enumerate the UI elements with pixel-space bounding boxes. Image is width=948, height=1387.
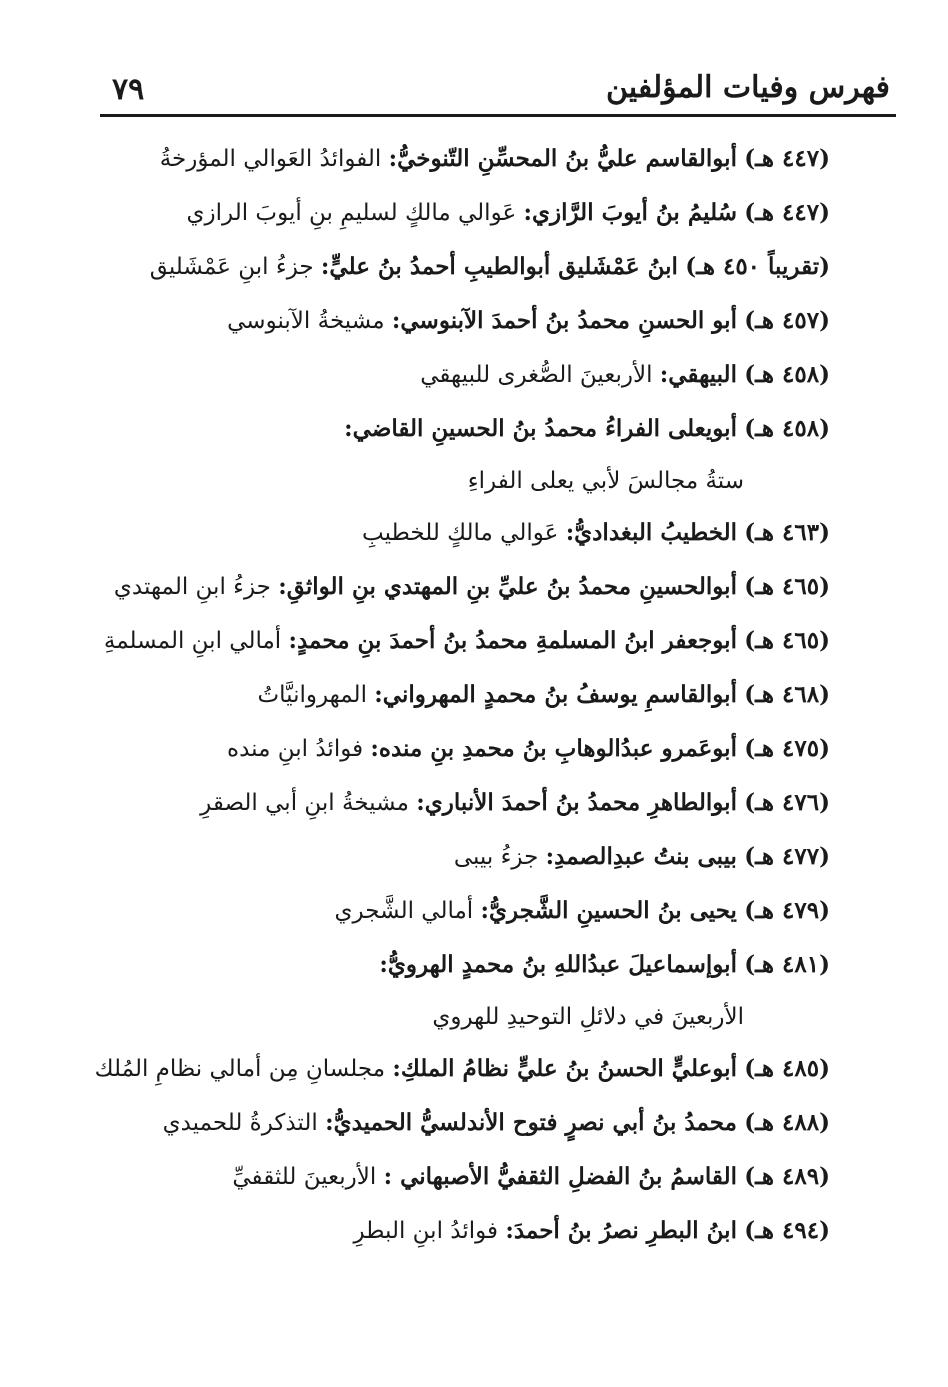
entry-date: (تقريباً ٤٥٠ هـ)	[685, 253, 830, 280]
entry-work: جزءُ ابنِ المهتدي	[113, 574, 271, 600]
list-item	[150, 1096, 830, 1150]
list-item	[150, 294, 830, 348]
list-item	[150, 668, 830, 722]
list-item	[150, 1150, 830, 1204]
entry-date: (٤٥٨ هـ)	[744, 361, 830, 388]
entry-work: الأربعينَ الصُّغرى للبيهقي	[420, 362, 653, 388]
page-title: فهرس وفيات المؤلفين	[605, 70, 890, 105]
entry-author: الخطيبُ البغداديُّ:	[565, 519, 737, 546]
list-item	[150, 830, 830, 884]
entry-work: أمالي الشَّجري	[334, 898, 474, 924]
entry-work: مشيخةُ ابنِ أبي الصقرِ	[200, 790, 409, 816]
entry-date: (٤٨٥ هـ)	[744, 1055, 830, 1082]
entry-work: المهروانيَّاتُ	[257, 682, 367, 708]
entry-date: (٤٦٨ هـ)	[744, 681, 830, 708]
page-header	[100, 64, 896, 114]
entry-work-continuation: الأربعينَ في دلائلِ التوحيدِ للهروي	[432, 1004, 744, 1030]
entry-author: أبوجعفر ابنُ المسلمةِ محمدُ بنُ أحمدَ بنِ محمدٍ:	[288, 627, 737, 654]
entry-work: مجلسانِ مِن أمالي نظامِ المُلك	[94, 1056, 386, 1082]
entry-date: (٤٥٧ هـ)	[744, 307, 830, 334]
header-rule	[100, 114, 896, 117]
entry-date: (٤٨١ هـ)	[744, 951, 830, 978]
entry-date: (٤٧٧ هـ)	[744, 843, 830, 870]
entry-author: أبوالطاهرِ محمدُ بنُ أحمدَ الأنباري:	[416, 789, 737, 816]
entry-author: محمدُ بنُ أبي نصرٍ فتوح الأندلسيُّ الحميديُّ:	[325, 1109, 737, 1136]
entry-date: (٤٦٣ هـ)	[744, 519, 830, 546]
entry-work: عَوالي مالكٍ للخطيبِ	[361, 520, 559, 546]
entry-list	[94, 132, 830, 1258]
list-item	[150, 132, 830, 186]
entry-date: (٤٨٩ هـ)	[744, 1163, 830, 1190]
entry-author: ابنُ عَمْشَليق أبوالطيبِ أحمدُ بنُ عليٍّ:	[320, 253, 678, 280]
entry-author: أبوالقاسم عليُّ بنُ المحسِّنِ التّنوخيُّ:	[388, 145, 737, 172]
page-number: ٧٩	[112, 72, 145, 107]
entry-author: أبوعَمرو عبدُالوهابِ بنُ محمدِ بنِ منده:	[370, 735, 737, 762]
entry-author: البيهقي:	[659, 361, 737, 388]
list-item	[150, 506, 830, 560]
list-item	[103, 614, 830, 668]
entry-date: (٤٤٧ هـ)	[744, 199, 830, 226]
entry-work: مشيخةُ الآبنوسي	[227, 308, 385, 334]
list-item	[150, 776, 830, 830]
entry-work-continuation: ستةُ مجالسَ لأبي يعلى الفراءِ	[467, 468, 744, 494]
entry-author: أبوالحسينِ محمدُ بنُ عليِّ بنِ المهتدي بنِ الواثقِ:	[278, 573, 737, 600]
list-item	[150, 186, 830, 240]
entry-date: (٤٤٧ هـ)	[744, 145, 830, 172]
entry-date: (٤٨٨ هـ)	[744, 1109, 830, 1136]
entry-date: (٤٦٥ هـ)	[744, 573, 830, 600]
entry-author: القاسمُ بنُ الفضلِ الثقفيُّ الأصبهاني :	[383, 1163, 737, 1190]
list-item	[150, 402, 830, 506]
entry-work: جزءُ بيبى	[453, 844, 539, 870]
entry-author: بيبى بنتُ عبدِالصمدِ:	[545, 843, 737, 870]
entry-work: فوائدُ ابنِ البطرِ	[353, 1218, 499, 1244]
entry-date: (٤٥٨ هـ)	[744, 415, 830, 442]
entry-work: التذكرةُ للحميدي	[162, 1110, 318, 1136]
entry-author: سُليمُ بنُ أيوبَ الرَّازي:	[523, 199, 737, 226]
entry-work: جزءُ ابنِ عَمْشَليق	[149, 254, 314, 280]
entry-author: أبويعلى الفراءُ محمدُ بنُ الحسينِ القاضي:	[344, 415, 737, 442]
list-item	[150, 240, 830, 294]
entry-work: عَوالي مالكٍ لسليمِ بنِ أيوبَ الرازي	[186, 200, 517, 226]
entry-author: أبوالقاسمِ يوسفُ بنُ محمدٍ المهرواني:	[374, 681, 737, 708]
entry-author: أبوإسماعيلَ عبدُاللهِ بنُ محمدٍ الهرويُّ:	[379, 951, 737, 978]
entry-date: (٤٧٥ هـ)	[744, 735, 830, 762]
entry-author: أبوعليٍّ الحسنُ بنُ عليٍّ نظامُ الملكِ:	[392, 1055, 737, 1082]
list-item	[150, 938, 830, 1042]
entry-work: فوائدُ ابنِ منده	[227, 736, 364, 762]
list-item	[94, 1042, 830, 1096]
entry-date: (٤٩٤ هـ)	[744, 1217, 830, 1244]
entry-date: (٤٧٩ هـ)	[744, 897, 830, 924]
entry-work: الأربعينَ للثقفيِّ	[232, 1164, 377, 1190]
entry-work: الفوائدُ العَوالي المؤرخةُ	[159, 146, 382, 172]
entry-author: يحيى بنُ الحسينِ الشَّجريُّ:	[480, 897, 737, 924]
entry-date: (٤٧٦ هـ)	[744, 789, 830, 816]
list-item	[150, 1204, 830, 1258]
entry-author: أبو الحسنِ محمدُ بنُ أحمدَ الآبنوسي:	[391, 307, 737, 334]
list-item	[113, 560, 830, 614]
list-item	[150, 722, 830, 776]
entry-work: أمالي ابنِ المسلمةِ	[103, 628, 282, 654]
list-item	[150, 348, 830, 402]
entry-author: ابنُ البطرِ نصرُ بنُ أحمدَ:	[505, 1217, 737, 1244]
list-item	[150, 884, 830, 938]
entry-date: (٤٦٥ هـ)	[744, 627, 830, 654]
